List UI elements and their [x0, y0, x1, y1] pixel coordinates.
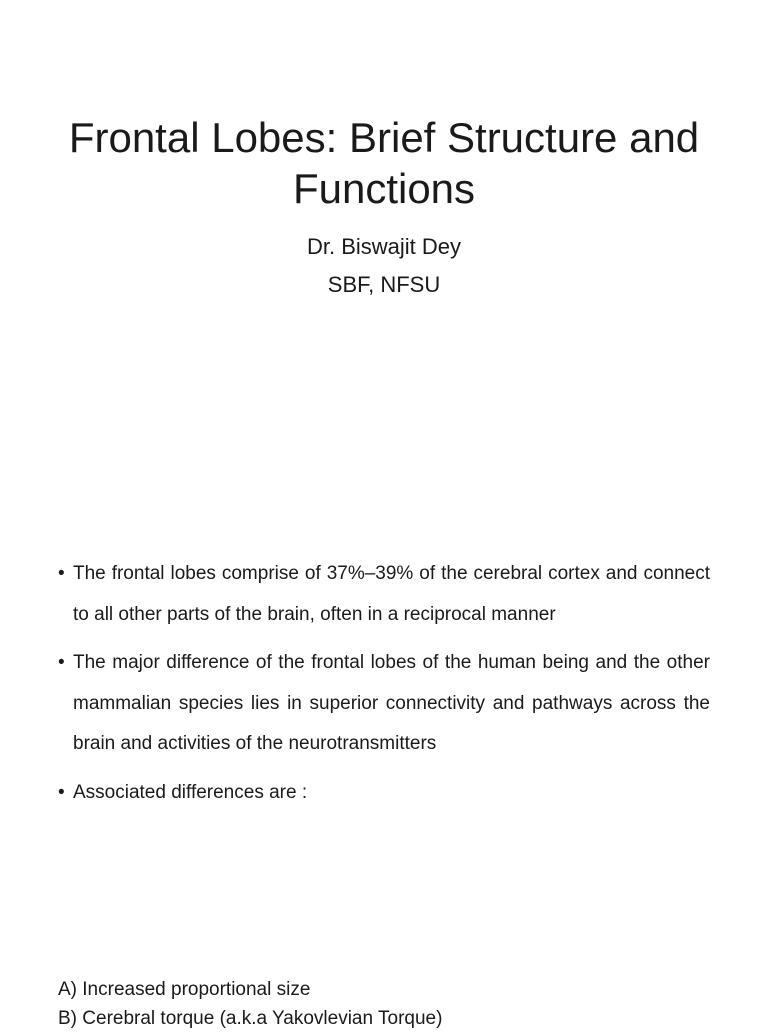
- difference-item: A) Increased proportional size: [58, 979, 311, 1000]
- bullet-item: [58, 643, 710, 765]
- bullet-item: [58, 773, 710, 814]
- bullet-text: Associated differences are :: [73, 781, 308, 803]
- content-slide: [0, 540, 768, 1029]
- bullet-text: The frontal lobes comprise of 37%–39% of the cerebral cortex and connect to all other parts of the brain, often in a reciprocal manner: [73, 563, 710, 625]
- bullet-item: [58, 554, 710, 635]
- bullet-dot-icon: •: [58, 652, 65, 673]
- author-name: Dr. Biswajit Dey: [306, 234, 462, 259]
- difference-list: [58, 975, 738, 1033]
- slide-title: Frontal Lobes: Brief Structure and Functions: [68, 114, 700, 212]
- bullet-dot-icon: •: [58, 563, 65, 584]
- bullet-text: The major difference of the frontal lobes of the human being and the other mammalian species lies in superior connectivity and pathways across the brain and activities of the neurotransmitters: [73, 652, 710, 754]
- bullet-dot-icon: •: [58, 781, 65, 803]
- author-affiliation: SBF, NFSU: [327, 272, 441, 297]
- bullet-list: [58, 554, 710, 821]
- slide-subtitle: [40, 228, 728, 304]
- difference-item: B) Cerebral torque (a.k.a Yakovlevian Torque): [58, 1008, 443, 1029]
